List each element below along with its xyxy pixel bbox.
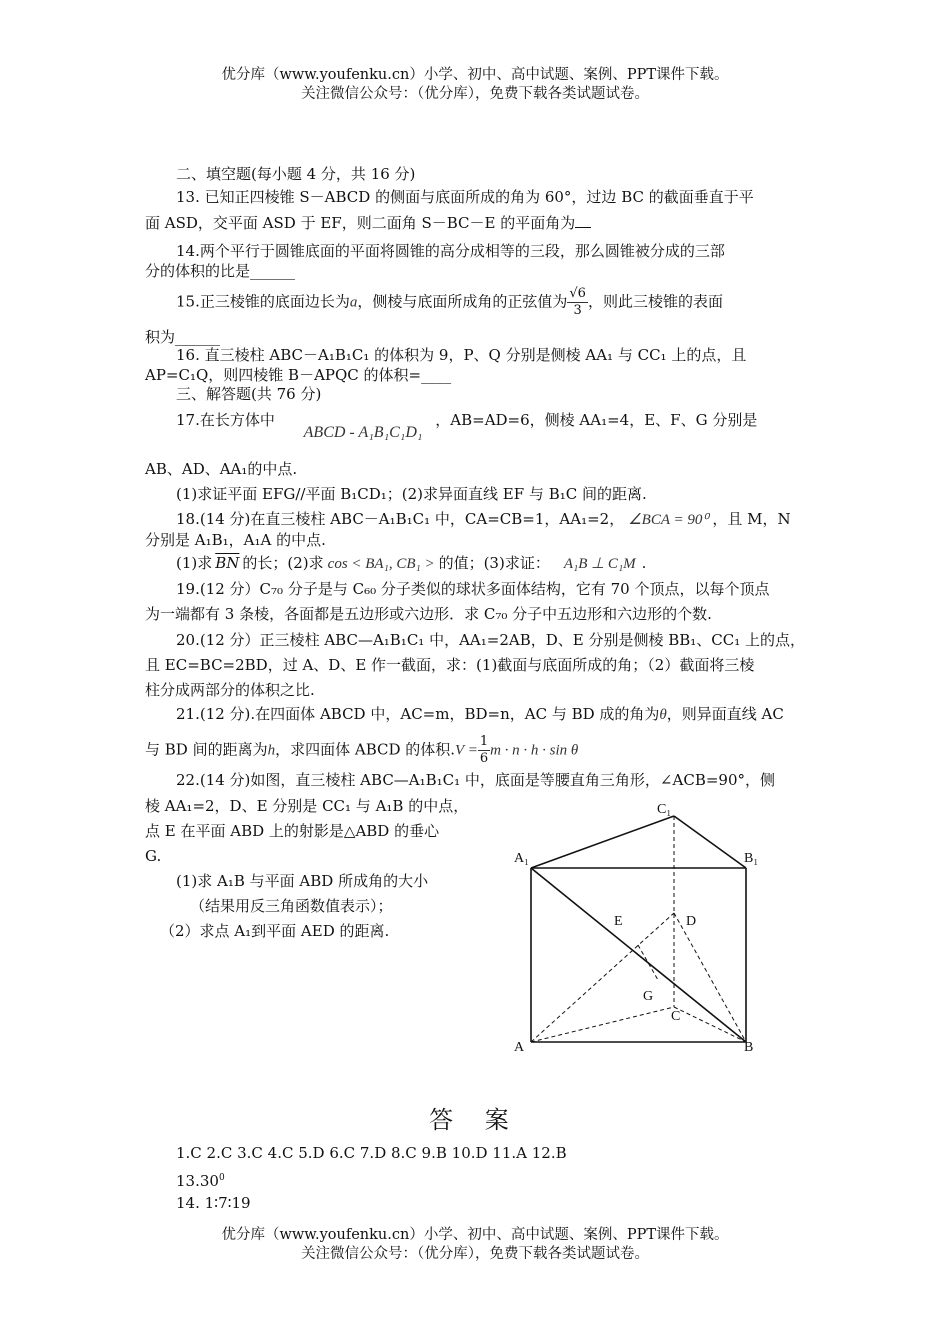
q16-line2: AP=C₁Q，则四棱锥 B－APQC 的体积=____ xyxy=(145,366,452,384)
q15-fraction xyxy=(567,286,588,319)
q15-post: ，则此三棱锥的表面 xyxy=(587,292,723,311)
header-line-2: 关注微信公众号：（优分库），免费下载各类试题试卷。 xyxy=(301,86,649,102)
label-c: C xyxy=(671,1009,681,1024)
q18-line1-pre: 18.(14 分)在直三棱柱 ABC－A₁B₁C₁ 中，CA=CB=1，AA₁=2， xyxy=(176,510,625,528)
q17-line2: AB、AD、AA₁的中点. xyxy=(145,460,298,478)
label-d: D xyxy=(686,914,697,929)
q18-line3-d: . xyxy=(641,554,647,572)
q15-mid: ，侧棱与底面所成角的正弦值为 xyxy=(357,292,568,311)
q17-line3: (1)求证平面 EFG//平面 B₁CD₁；(2)求异面直线 EF 与 B₁C 间的距离. xyxy=(176,485,647,503)
q21-line2-pre: 与 BD 间的距离为 xyxy=(145,740,268,759)
q15-frac-num: √6 xyxy=(569,286,586,301)
edge-a1-c1 xyxy=(531,816,674,868)
answers-13-degree: 0 xyxy=(218,1173,225,1183)
q18-line3-b: 的长；(2)求 xyxy=(242,554,324,572)
q16-line1: 16. 直三棱柱 ABC－A₁B₁C₁ 的体积为 9，P、Q 分别是侧棱 AA₁ 与 CC₁ 上的点，且 xyxy=(176,346,747,364)
q17-line1 xyxy=(176,410,758,441)
q13-line2-text: 面 ASD，交平面 ASD 于 EF，则二面角 S－BC－E 的平面角为 xyxy=(145,214,576,232)
q22-line5: (1)求 A₁B 与平面 ABD 所成角的大小 xyxy=(176,872,429,890)
segment-a-d xyxy=(531,913,674,1042)
edge-c1-b1 xyxy=(674,816,746,868)
label-e: E xyxy=(614,914,623,929)
q21-line2-mid: ，求四面体 ABCD 的体积. xyxy=(275,740,456,759)
q18-cos-expr: cos < BA₁, CB₁ > xyxy=(327,556,435,572)
q22-line1: 22.(14 分)如图，直三棱柱 ABC—A₁B₁C₁ 中，底面是等腰直角三角形，∠ACB=90°，侧 xyxy=(176,771,775,789)
footer-line-1: 优分库（www.youfenku.cn）小学、初中、高中试题、案例、PPT课件下载。 xyxy=(221,1227,729,1243)
q15-line1 xyxy=(176,286,723,319)
section3-title: 三、解答题(共 76 分) xyxy=(176,385,322,403)
q18-line3 xyxy=(176,553,646,574)
q21-line1-pre: 21.(12 分).在四面体 ABCD 中，AC=m，BD=n，AC 与 BD 成的角为 xyxy=(176,705,660,723)
q18-line3-a: (1)求 xyxy=(176,554,213,572)
q21-fraction xyxy=(478,734,490,767)
q22-line2: 棱 AA₁=2，D、E 分别是 CC₁ 与 A₁B 的中点， xyxy=(145,797,469,815)
q14-line2: 分的体积的比是______ xyxy=(145,262,296,280)
q22-line3: 点 E 在平面 ABD 上的射影是△ABD 的垂心 xyxy=(145,822,440,840)
label-b1: B₁ xyxy=(744,851,759,866)
q17-post: ，AB=AD=6，侧棱 AA₁=4，E、F、G 分别是 xyxy=(435,411,758,429)
q18-line1-post: ，且 M，N xyxy=(712,510,791,528)
section2-title: 二、填空题(每小题 4 分，共 16 分) xyxy=(176,165,416,183)
q15-line2: 积为______ xyxy=(145,328,221,346)
answers-line3: 14. 1∶7∶19 xyxy=(176,1194,251,1212)
q18-angle: ∠BCA = 90⁰ xyxy=(628,512,709,528)
q20-line3: 柱分成两部分的体积之比. xyxy=(145,681,315,699)
q13-line2 xyxy=(145,213,591,233)
q13-line1: 13. 已知正四棱锥 S－ABCD 的侧面与底面所成的角为 60°，过边 BC 的截面垂直于平 xyxy=(176,188,754,206)
q18-line1 xyxy=(176,509,791,530)
header-line-1: 优分库（www.youfenku.cn）小学、初中、高中试题、案例、PPT课件下载。 xyxy=(221,67,729,83)
q18-perp-expr: A₁B ⊥ C₁M xyxy=(563,556,636,572)
label-a1: A₁ xyxy=(514,851,529,866)
label-a: A xyxy=(514,1040,525,1055)
label-c1: C₁ xyxy=(657,802,672,817)
label-b: B xyxy=(744,1040,754,1055)
q20-line2: 且 EC=BC=2BD，过 A、D、E 作一截面，求：(1)截面与底面所成的角；（2）截面将三棱 xyxy=(145,656,755,674)
footer-line-2: 关注微信公众号：（优分库），免费下载各类试题试卷。 xyxy=(301,1246,649,1262)
q21-frac-num: 1 xyxy=(479,734,489,749)
q18-vector-bn: $\overline{BN}$ xyxy=(215,554,240,572)
q21-line1 xyxy=(176,704,784,725)
answers-13: 13.30 xyxy=(176,1172,219,1190)
q14-line1: 14.两个平行于圆锥底面的平面将圆锥的高分成相等的三段，那么圆锥被分成的三部 xyxy=(176,242,725,260)
q17-pre: 17.在长方体中 xyxy=(176,411,275,429)
q17-math: ABCD - A₁B₁C₁D₁ xyxy=(303,424,423,441)
segment-a1-b xyxy=(531,868,746,1042)
q15-var-a: a xyxy=(349,294,358,311)
prism-figure xyxy=(500,795,780,1060)
q21-line2 xyxy=(145,734,578,767)
segment-d-b xyxy=(674,913,746,1042)
answers-line2 xyxy=(176,1168,225,1191)
q15-frac-den: 3 xyxy=(573,303,582,318)
q15-pre: 15.正三棱锥的底面边长为 xyxy=(176,292,350,311)
q21-frac-den: 6 xyxy=(479,751,489,766)
q13-answer-blank xyxy=(575,213,591,228)
label-g: G xyxy=(643,989,654,1004)
q19-line1: 19.(12 分）C₇₀ 分子是与 C₆₀ 分子类似的球状多面体结构，它有 70 个顶点，以每个顶点 xyxy=(176,580,770,598)
answers-title: 答 案 xyxy=(429,1106,521,1134)
q18-line3-c: 的值；(3)求证： xyxy=(438,554,550,572)
q21-theta: θ xyxy=(659,707,667,723)
q22-line6: （结果用反三角函数值表示）； xyxy=(190,897,393,915)
q21-v: V = xyxy=(455,742,478,759)
q21-line1-post: ，则异面直线 AC xyxy=(666,705,784,723)
q21-h: h xyxy=(267,742,276,759)
q22-line7: （2）求点 A₁到平面 AED 的距离. xyxy=(160,922,390,940)
q19-line2: 为一端都有 3 条棱，各面都是五边形或六边形．求 C₇₀ 分子中五边形和六边形的个数. xyxy=(145,605,712,623)
edge-a-c-hidden xyxy=(531,1007,674,1042)
q21-formula: m · n · h · sin θ xyxy=(490,742,579,759)
q18-line2: 分别是 A₁B₁，A₁A 的中点. xyxy=(145,531,326,549)
q22-line4: G. xyxy=(145,847,162,865)
answers-line1: 1.C 2.C 3.C 4.C 5.D 6.C 7.D 8.C 9.B 10.D 11.A 12.B xyxy=(176,1144,567,1162)
q20-line1: 20.(12 分）正三棱柱 ABC—A₁B₁C₁ 中，AA₁=2AB，D、E 分别是侧棱 BB₁、CC₁ 上的点， xyxy=(176,631,806,649)
